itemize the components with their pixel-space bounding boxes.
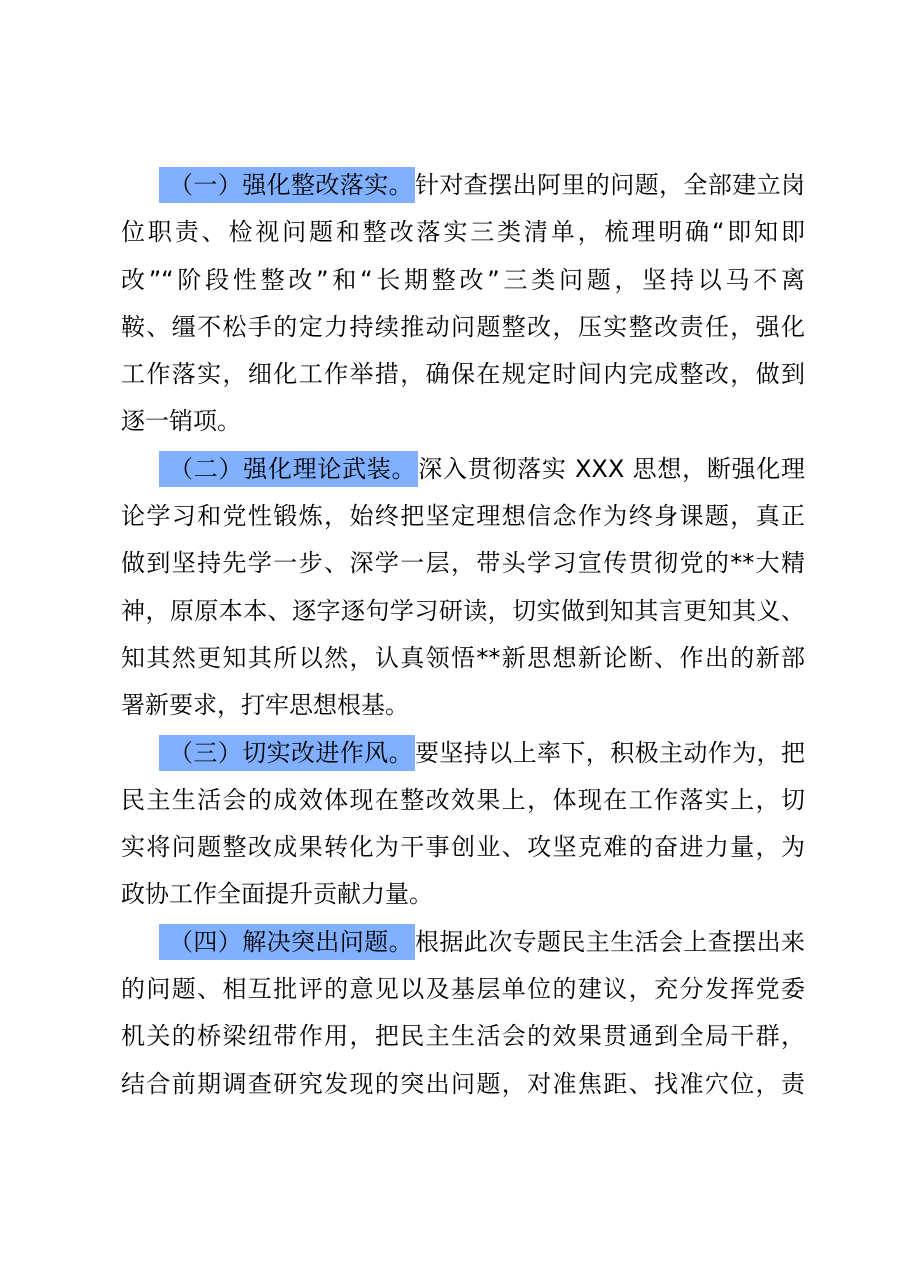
body-text: 要坚持以上率下，积极主动作为，把 bbox=[415, 738, 805, 767]
section-heading-1: （一）强化整改落实。 bbox=[159, 167, 415, 203]
paragraph-3-line-1 bbox=[121, 730, 805, 777]
paragraph-3-line-2: 民主生活会的成效体现在整改效果上，体现在工作落实上，切 bbox=[121, 785, 805, 814]
paragraph-4-line-2: 的问题、相互批评的意见以及基层单位的建议，充分发挥党委 bbox=[121, 975, 805, 1004]
paragraph-1-line-2: 位职责、检视问题和整改落实三类清单，梳理明确“即知即 bbox=[121, 218, 805, 247]
paragraph-2-line-4: 神，原原本本、逐字逐句学习研读，切实做到知其言更知其义、 bbox=[121, 596, 805, 625]
paragraph-3-line-3: 实将问题整改成果转化为干事创业、攻坚克难的奋进力量，为 bbox=[121, 833, 805, 862]
paragraph-2-line-5: 知其然更知其所以然，认真领悟**新思想新论断、作出的新部 bbox=[121, 643, 805, 672]
paragraph-1-line-5: 工作落实，细化工作举措，确保在规定时间内完成整改，做到 bbox=[121, 360, 805, 389]
paragraph-4-line-3: 机关的桥梁纽带作用，把民主生活会的效果贯通到全局干群， bbox=[121, 1022, 805, 1051]
paragraph-2-line-2: 论学习和党性锻炼，始终把坚定理想信念作为终身课题，真正 bbox=[121, 502, 805, 531]
paragraph-2-line-6: 署新要求，打牢思想根基。 bbox=[121, 691, 409, 720]
body-text: 针对查摆出阿里的问题，全部建立岗 bbox=[415, 171, 805, 199]
paragraph-1-line-3: 改”“阶段性整改”和“长期整改”三类问题，坚持以马不离 bbox=[121, 265, 805, 294]
paragraph-2-line-3: 做到坚持先学一步、深学一层，带头学习宣传贯彻党的**大精 bbox=[121, 549, 805, 578]
paragraph-4-line-4: 结合前期调查研究发现的突出问题，对准焦距、找准穴位，责 bbox=[121, 1069, 805, 1098]
section-heading-2: （二）强化理论武装。 bbox=[159, 451, 418, 487]
document-body bbox=[121, 162, 805, 1108]
paragraph-4-line-1 bbox=[121, 919, 805, 966]
paragraph-1-line-4: 鞍、缰不松手的定力持续推动问题整改，压实整改责任，强化 bbox=[121, 312, 805, 341]
section-heading-4: （四）解决突出问题。 bbox=[159, 924, 415, 960]
body-text: 根据此次专题民主生活会上查摆出来 bbox=[415, 927, 805, 956]
section-heading-3: （三）切实改进作风。 bbox=[159, 735, 415, 771]
paragraph-1-line-1 bbox=[121, 162, 805, 209]
body-text: 深入贯彻落实 XXX 思想，断强化理 bbox=[418, 454, 806, 483]
paragraph-2-line-1 bbox=[121, 446, 805, 493]
paragraph-3-line-4: 政协工作全面提升贡献力量。 bbox=[121, 880, 433, 909]
paragraph-1-line-6: 逐一销项。 bbox=[121, 407, 241, 436]
